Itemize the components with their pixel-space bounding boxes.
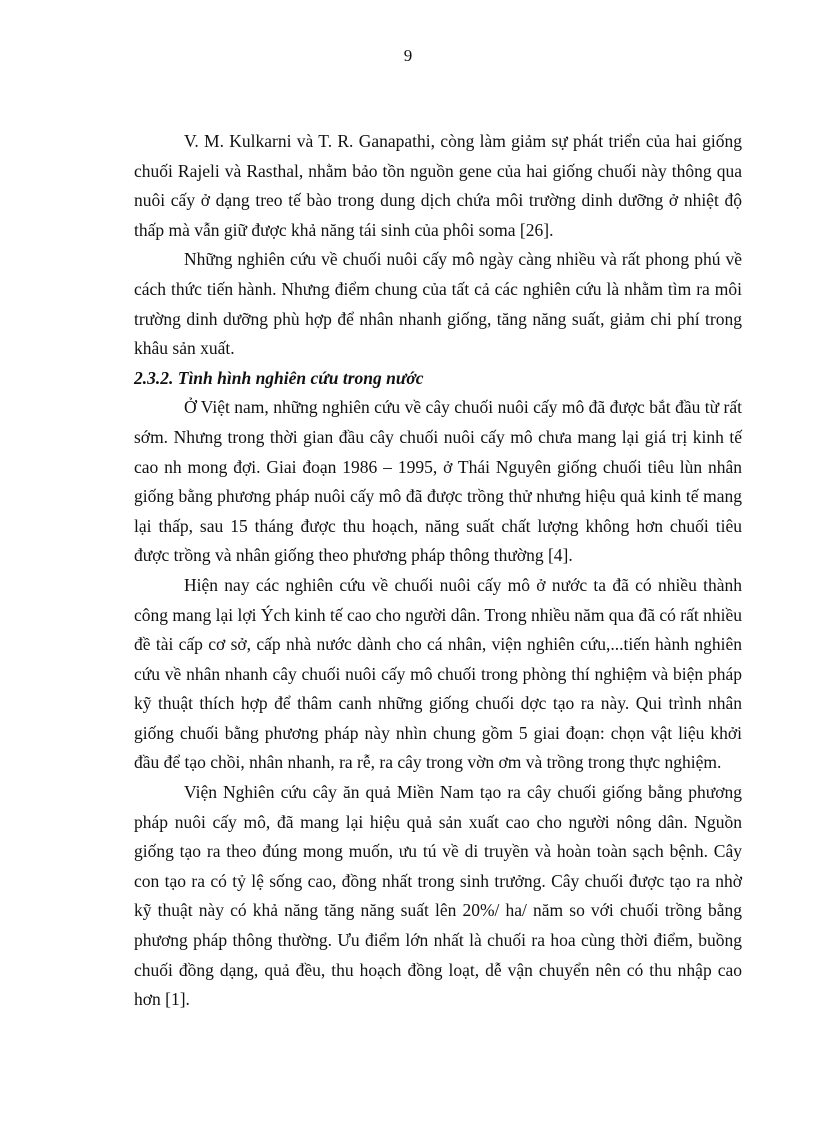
paragraph-southern-institute: Viện Nghiên cứu cây ăn quả Miền Nam tạo ra cây chuối giống bằng phương pháp nuôi cấy mô, đã mang lại hiệu quả sản xuất cao cho người nông dân. Nguồn giống tạo ra theo đúng mong muốn, ưu tú về di truyền và hoàn toàn sạch bệnh. Cây con tạo ra có tỷ lệ sống cao, đồng nhất trong sinh trưởng. Cây chuối được tạo ra nhờ kỹ thuật này có khả năng tăng năng suất lên 20%/ ha/ năm so với chuối trồng bằng phương pháp thông thường. Ưu điểm lớn nhất là chuối ra hoa cùng thời điểm, buồng chuối đồng dạng, quả đều, thu hoạch đồng loạt, dễ vận chuyển nên có thu nhập cao hơn [1]. bbox=[134, 782, 742, 1010]
paragraph-current-research: Hiện nay các nghiên cứu về chuối nuôi cấy mô ở nước ta đã có nhiều thành công mang lại lợi Ých kinh tế cao cho người dân. Trong nhiều năm qua đã có rất nhiều đề tài cấp cơ sở, cấp nhà nước dành cho cá nhân, viện nghiên cứu,...tiến hành nghiên cứu về nhân nhanh cây chuối nuôi cấy mô chuối trong phòng thí nghiệm và biện pháp kỹ thuật thích hợp để thâm canh những giống chuối dợc tạo ra này. Qui trình nhân giống chuối bằng phương pháp này nhìn chung gồm 5 giai đoạn: chọn vật liệu khởi đầu để tạo chồi, nhân nhanh, ra rễ, ra cây trong vờn ơm và trồng trong thực nghiệm. bbox=[134, 574, 742, 773]
document-body bbox=[134, 127, 742, 1015]
paragraph-research-overview: Những nghiên cứu về chuối nuôi cấy mô ngày càng nhiều và rất phong phú về cách thức tiến hành. Nhưng điểm chung của tất cả các nghiên cứu là nhằm tìm ra môi trường dinh dưỡng phù hợp để nhân nhanh giống, tăng năng suất, giảm chi phí trong khâu sản xuất. bbox=[134, 249, 742, 359]
section-heading: 2.3.2. Tình hình nghiên cứu trong nước bbox=[134, 367, 424, 388]
paragraph-kulkarni: V. M. Kulkarni và T. R. Ganapathi, còng làm giảm sự phát triển của hai giống chuối Rajeli và Rasthal, nhằm bảo tồn nguồn gene của hai giống chuối này thông qua nuôi cấy ở dạng treo tế bào trong dung dịch chứa môi trường dinh dưỡng ở nhiệt độ thấp mà vẫn giữ được khả năng tái sinh của phôi soma [26]. bbox=[134, 131, 742, 240]
paragraph-vietnam-history: Ở Việt nam, những nghiên cứu về cây chuối nuôi cấy mô đã được bắt đầu từ rất sớm. Nhưng trong thời gian đầu cây chuối nuôi cấy mô chưa mang lại giá trị kinh tế cao nh mong đợi. Giai đoạn 1986 – 1995, ở Thái Nguyên giống chuối tiêu lùn nhân giống bằng phương pháp nuôi cấy mô đã được trồng thử nhưng hiệu quả kinh tế mang lại thấp, sau 15 tháng được thu hoạch, năng suất chất lượng không hơn chuối tiêu được trồng và nhân giống theo phương pháp thông thường [4]. bbox=[134, 397, 742, 566]
page-number: 9 bbox=[403, 46, 413, 65]
